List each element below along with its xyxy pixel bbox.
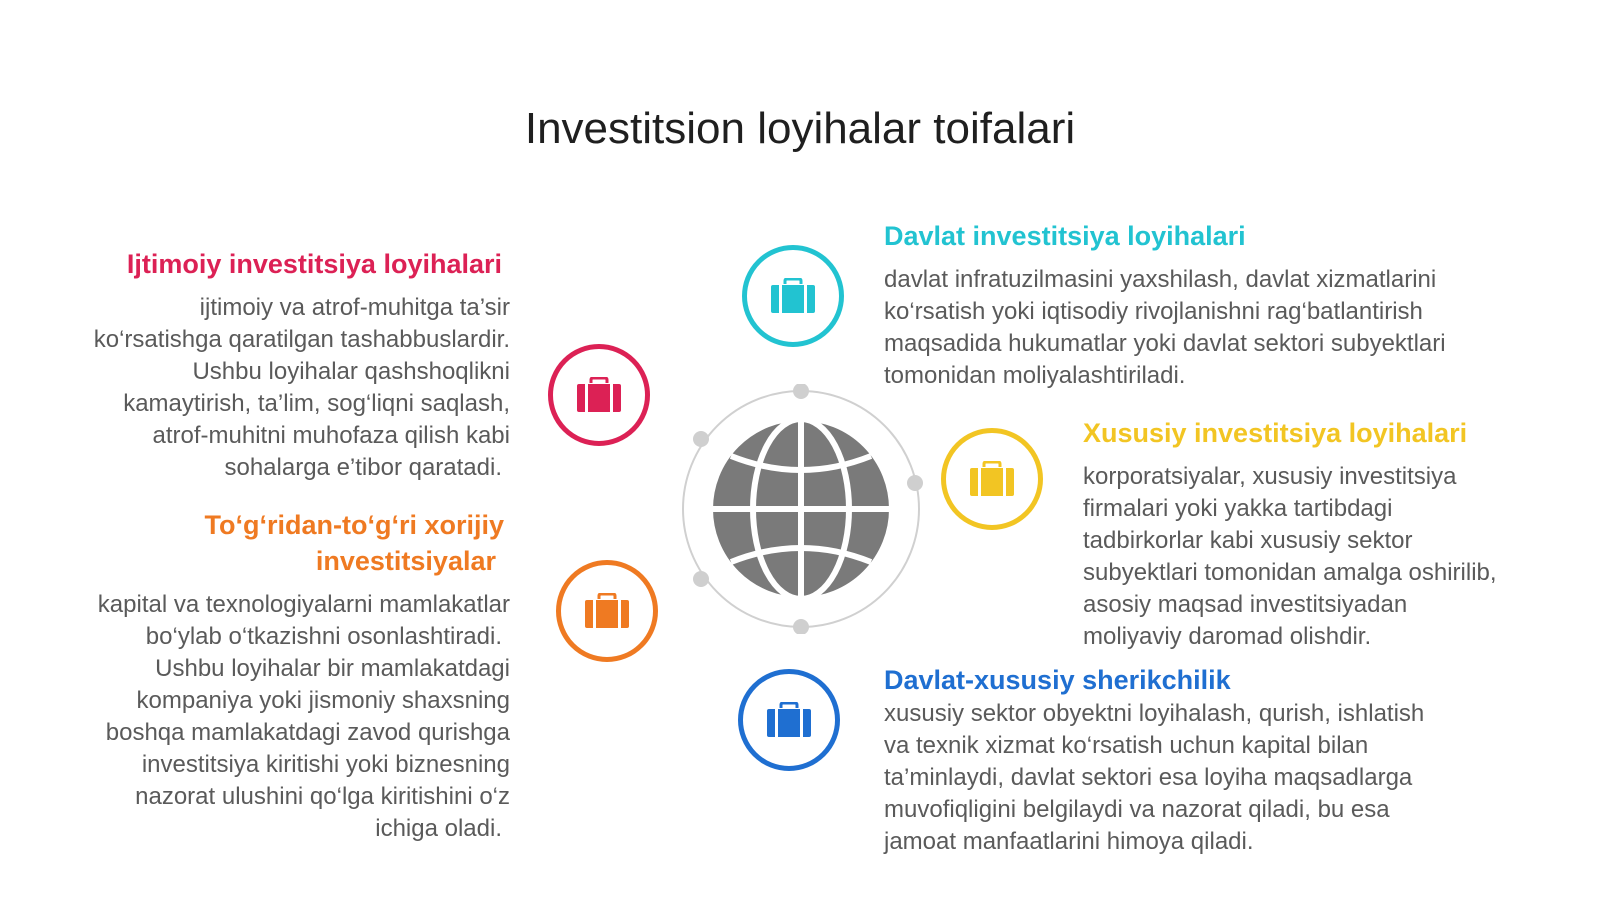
ring-dot — [793, 384, 809, 399]
briefcase-icon — [584, 593, 630, 629]
sherikchilik-line: ta’minlaydi, davlat sektori esa loyiha maqsadlarga — [884, 764, 1413, 791]
xususiy-line: asosiy maqsad investitsiyadan — [1083, 591, 1408, 618]
briefcase-icon — [770, 278, 816, 314]
togridan-line: bo‘ylab o‘tkazishni osonlashtiradi. — [145, 623, 502, 650]
ijtimoiy-block — [40, 246, 510, 484]
togridan-line: kapital va texnologiyalarni mamlakatlar — [97, 591, 510, 618]
sherikchilik-line: va texnik xizmat ko‘rsatish uchun kapital bilan — [884, 732, 1369, 759]
ijtimoiy-line: ko‘rsatishga qaratilgan tashabbuslardir. — [93, 326, 510, 353]
togridan-line: nazorat ulushini qo‘lga kiritishini o‘z — [135, 783, 510, 810]
togridan-block — [40, 507, 510, 845]
xususiy-line: moliyaviy daromad olishdir. — [1083, 623, 1372, 650]
ijtimoiy-line: Ushbu loyihalar qashshoqlikni — [192, 358, 510, 385]
davlat-line: davlat infratuzilmasini yaxshilash, davlat xizmatlarini — [884, 266, 1437, 293]
briefcase-icon — [766, 702, 812, 738]
togridan-line: ichiga oladi. — [375, 815, 502, 842]
sherikchilik-line: jamoat manfaatlarini himoya qiladi. — [884, 828, 1254, 855]
togridan-heading-line: investitsiyalar — [315, 546, 496, 576]
sherikchilik-icon-circle — [738, 669, 840, 771]
briefcase-icon — [576, 377, 622, 413]
xususiy-text — [1083, 461, 1583, 653]
sherikchilik-line: muvofiqligini belgilaydi va nazorat qiladi, bu esa — [884, 796, 1390, 823]
ijtimoiy-heading: Ijtimoiy investitsiya loyihalari — [126, 249, 502, 279]
togridan-icon-circle — [556, 560, 658, 662]
page-title: Investitsion loyihalar toifalari — [524, 104, 1076, 153]
davlat-line: tomonidan moliyalashtiriladi. — [884, 362, 1186, 389]
xususiy-line: korporatsiyalar, xususiy investitsiya — [1083, 463, 1457, 490]
togridan-heading — [40, 507, 510, 579]
globe-ring — [676, 384, 926, 634]
togridan-line: boshqa mamlakatdagi zavod qurishga — [105, 719, 510, 746]
xususiy-line: tadbirkorlar kabi xususiy sektor — [1083, 527, 1413, 554]
togridan-heading-line: To‘g‘ridan-to‘g‘ri xorijiy — [204, 510, 504, 540]
ring-dot — [793, 619, 809, 634]
ring-dot — [907, 475, 923, 491]
davlat-line: ko‘rsatish yoki iqtisodiy rivojlanishni rag‘batlantirish — [884, 298, 1423, 325]
xususiy-block — [1083, 415, 1583, 653]
ring-dot — [693, 571, 709, 587]
togridan-line: Ushbu loyihalar bir mamlakatdagi — [155, 655, 510, 682]
togridan-text — [40, 589, 510, 845]
davlat-line: maqsadida hukumatlar yoki davlat sektori subyektlari — [884, 330, 1446, 357]
togridan-line: kompaniya yoki jismoniy shaxsning — [136, 687, 510, 714]
sherikchilik-heading: Davlat-xususiy sherikchilik — [884, 665, 1231, 695]
sherikchilik-line: xususiy sektor obyektni loyihalash, qurish, ishlatish — [884, 700, 1425, 727]
xususiy-heading: Xususiy investitsiya loyihalari — [1083, 418, 1468, 448]
ijtimoiy-line: sohalarga e’tibor qaratadi. — [224, 454, 502, 481]
davlat-block — [884, 218, 1564, 392]
ring-dot — [693, 431, 709, 447]
davlat-icon-circle — [742, 245, 844, 347]
ijtimoiy-line: ijtimoiy va atrof-muhitga ta’sir — [199, 294, 510, 321]
ijtimoiy-text — [40, 292, 510, 484]
ijtimoiy-line: atrof-muhitni muhofaza qilish kabi — [152, 422, 510, 449]
globe-hub — [676, 384, 926, 634]
globe-icon — [711, 419, 891, 599]
ijtimoiy-icon-circle — [548, 344, 650, 446]
ijtimoiy-line: kamaytirish, ta’lim, sog‘liqni saqlash, — [123, 390, 510, 417]
xususiy-icon-circle — [941, 428, 1043, 530]
xususiy-line: subyektlari tomonidan amalga oshirilib, — [1083, 559, 1497, 586]
sherikchilik-block — [884, 662, 1564, 858]
davlat-heading: Davlat investitsiya loyihalari — [884, 221, 1246, 251]
briefcase-icon — [969, 461, 1015, 497]
togridan-line: investitsiya kiritishi yoki biznesning — [141, 751, 510, 778]
sherikchilik-text — [884, 698, 1564, 858]
xususiy-line: firmalari yoki yakka tartibdagi — [1083, 495, 1393, 522]
davlat-text — [884, 264, 1564, 392]
